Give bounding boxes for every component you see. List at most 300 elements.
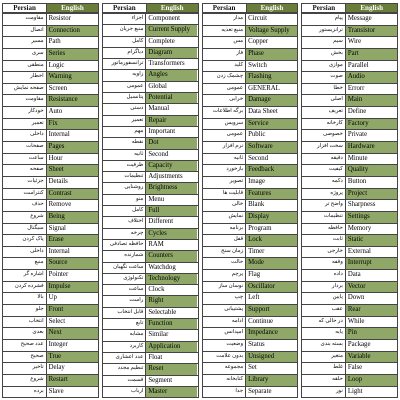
glossary-row xyxy=(302,199,397,211)
persian-term: صفحات xyxy=(3,142,47,153)
persian-term: مشابه xyxy=(103,330,147,340)
english-term: Similar xyxy=(146,330,197,340)
english-term: Complete xyxy=(146,37,197,47)
english-term: Data xyxy=(346,270,397,281)
glossary-row xyxy=(3,118,98,130)
persian-term: مجموعه xyxy=(203,363,247,374)
glossary-row xyxy=(3,304,98,316)
english-term: Hardware xyxy=(346,142,397,153)
glossary-row xyxy=(3,106,98,118)
english-term: Interrupt xyxy=(346,258,397,269)
persian-term: چشمک زدن xyxy=(203,72,247,83)
english-header: English xyxy=(147,4,198,12)
glossary-row xyxy=(203,362,298,374)
persian-term: نقطه xyxy=(103,138,147,148)
english-term: Sharpness xyxy=(346,200,397,211)
persian-term: غلط xyxy=(302,363,346,374)
persian-term: صفحه نمایش xyxy=(3,84,47,95)
persian-term: کیفیت xyxy=(302,165,346,176)
persian-term: حافظه xyxy=(302,224,346,235)
persian-term: پیام xyxy=(302,14,346,25)
english-term: Details xyxy=(47,177,98,188)
glossary-row xyxy=(103,273,198,284)
english-header: English xyxy=(247,4,298,12)
persian-term: انتخاب xyxy=(3,317,47,328)
english-term: Internal xyxy=(47,130,98,141)
english-term: Adjustments xyxy=(146,172,197,182)
english-term: RAM xyxy=(146,240,197,250)
english-term: Damage xyxy=(246,95,297,106)
persian-term: مهم xyxy=(103,127,147,137)
persian-term: اصلی xyxy=(302,95,346,106)
persian-term: عمومی xyxy=(103,82,147,92)
column-header xyxy=(102,3,199,13)
persian-term: سرویس xyxy=(203,119,247,130)
english-term: Application xyxy=(146,342,197,352)
glossary-row xyxy=(203,188,298,200)
glossary-row xyxy=(3,281,98,293)
glossary-row xyxy=(302,176,397,188)
glossary-row xyxy=(203,129,298,141)
persian-term: خالی xyxy=(203,200,247,211)
english-term: Package xyxy=(346,340,397,351)
glossary-row xyxy=(3,211,98,223)
persian-term: وقفه xyxy=(302,258,346,269)
glossary-row xyxy=(302,83,397,95)
english-term: Segment xyxy=(146,376,197,386)
glossary-row xyxy=(203,199,298,211)
persian-term: زاویه xyxy=(103,70,147,80)
glossary-row xyxy=(3,316,98,328)
persian-term: حذف xyxy=(3,200,47,211)
persian-header: Persian xyxy=(203,4,247,12)
glossary-row xyxy=(103,69,198,80)
persian-term: داخلی xyxy=(3,130,47,141)
glossary-rows xyxy=(102,13,199,398)
glossary-row xyxy=(302,246,397,258)
english-term: Source xyxy=(47,258,98,269)
english-term: Watchdog xyxy=(146,263,197,273)
persian-term: نرم افزار xyxy=(203,142,247,153)
glossary-row xyxy=(302,118,397,130)
english-term: Component xyxy=(146,14,197,24)
persian-term: برده xyxy=(3,387,47,398)
english-term: Variable xyxy=(346,352,397,363)
english-term: Screen xyxy=(47,84,98,95)
english-term: Set xyxy=(246,363,297,374)
english-term: Timer xyxy=(246,247,297,258)
glossary-row xyxy=(103,182,198,193)
english-term: Contrast xyxy=(47,189,98,200)
glossary-row xyxy=(103,103,198,114)
glossary-row xyxy=(103,47,198,58)
glossary-row xyxy=(3,164,98,176)
english-term: Reset xyxy=(146,364,197,374)
persian-term: تنظیمات xyxy=(302,212,346,223)
persian-term: شمارنده xyxy=(103,251,147,261)
persian-term: خارجی xyxy=(302,247,346,258)
persian-term: بازخورد xyxy=(203,165,247,176)
glossary-row xyxy=(3,374,98,386)
glossary-row xyxy=(103,318,198,329)
glossary-row xyxy=(103,284,198,295)
persian-term: داخلی xyxy=(3,247,47,258)
glossary-row xyxy=(203,246,298,258)
glossary-row xyxy=(3,188,98,200)
glossary-row xyxy=(103,386,198,397)
column-header xyxy=(202,3,299,13)
persian-term: نمایش xyxy=(203,212,247,223)
english-term: Vector xyxy=(346,282,397,293)
persian-term: ارباب xyxy=(103,387,147,397)
english-term: Brightness xyxy=(146,183,197,193)
english-term: Repair xyxy=(146,116,197,126)
persian-term: کامل xyxy=(103,206,147,216)
persian-term: سری xyxy=(3,49,47,60)
english-term: Full xyxy=(146,206,197,216)
glossary-row xyxy=(3,339,98,351)
persian-term: پایه xyxy=(302,328,346,339)
glossary-row xyxy=(203,292,298,304)
column-header xyxy=(2,3,99,13)
persian-term: جدا xyxy=(203,387,247,398)
english-term: Parallel xyxy=(346,61,397,72)
english-term: Copper xyxy=(246,37,297,48)
glossary-row xyxy=(3,141,98,153)
english-term: Angles xyxy=(146,70,197,80)
persian-term: سخت افزار xyxy=(302,142,346,153)
glossary-row xyxy=(203,374,298,386)
glossary-row xyxy=(3,269,98,281)
persian-term: خودکار xyxy=(3,107,47,118)
glossary-row xyxy=(3,199,98,211)
glossary-row xyxy=(302,25,397,37)
english-term: Path xyxy=(47,37,98,48)
glossary-row xyxy=(203,223,298,235)
persian-term: ثانیه xyxy=(103,150,147,160)
english-term: Pages xyxy=(47,142,98,153)
english-term: Lock xyxy=(246,235,297,246)
english-term: Separate xyxy=(246,387,297,398)
persian-term: وضعیت xyxy=(203,340,247,351)
persian-term: نوسان ساز xyxy=(203,282,247,293)
english-term: Private xyxy=(346,130,397,141)
english-term: Master xyxy=(146,387,197,397)
persian-term: منو xyxy=(103,195,147,205)
english-term: Transformers xyxy=(146,59,197,69)
glossary-row xyxy=(203,327,298,339)
persian-term: تکنولوژی xyxy=(103,274,147,284)
persian-term: چپ xyxy=(203,293,247,304)
column-header xyxy=(301,3,398,13)
english-term: Flag xyxy=(246,270,297,281)
english-term: Quality xyxy=(346,165,397,176)
persian-term: عدد اعشاری xyxy=(103,353,147,363)
english-term: Settings xyxy=(346,212,397,223)
english-term: Internal xyxy=(47,247,98,258)
persian-term: پشتیبانی xyxy=(203,305,247,316)
english-term: External xyxy=(346,247,397,258)
english-term: Sheet xyxy=(47,165,98,176)
glossary-row xyxy=(103,295,198,306)
glossary-row xyxy=(103,81,198,92)
english-term: Select xyxy=(47,317,98,328)
persian-term: اشاره گر xyxy=(3,270,47,281)
english-term: Message xyxy=(346,14,397,25)
glossary-row xyxy=(103,194,198,205)
english-term: Hour xyxy=(47,154,98,165)
english-term: True xyxy=(47,352,98,363)
english-term: Dot xyxy=(146,138,197,148)
persian-term: بدون علامت xyxy=(203,352,247,363)
persian-term: برنامه xyxy=(203,224,247,235)
glossary-row xyxy=(103,307,198,318)
english-term: Capacity xyxy=(146,161,197,171)
english-term: False xyxy=(346,363,397,374)
persian-term: عمومی xyxy=(203,130,247,141)
glossary-row xyxy=(203,269,298,281)
persian-term: چرخه xyxy=(103,229,147,239)
persian-term: زمان سنج xyxy=(203,247,247,258)
glossary-row xyxy=(302,281,397,293)
glossary-row xyxy=(302,153,397,165)
glossary-row xyxy=(302,386,397,398)
persian-term: تاخیر xyxy=(3,363,47,374)
persian-term: کامل xyxy=(103,37,147,47)
persian-term: اجزاء xyxy=(103,14,147,24)
glossary-row xyxy=(103,205,198,216)
glossary-row xyxy=(103,262,198,273)
glossary-row xyxy=(3,13,98,25)
glossary-row xyxy=(203,13,298,25)
persian-term: اخطار xyxy=(3,72,47,83)
persian-header: Persian xyxy=(302,4,346,12)
persian-term: عدد صحیح xyxy=(3,340,47,351)
persian-term: تعمیر xyxy=(103,116,147,126)
persian-term: داده xyxy=(302,270,346,281)
glossary-row xyxy=(103,375,198,386)
glossary-row xyxy=(203,94,298,106)
persian-term: پرچم xyxy=(203,270,247,281)
english-header: English xyxy=(346,4,397,12)
english-term: Flashing xyxy=(246,72,297,83)
persian-term: کنتراست xyxy=(3,189,47,200)
english-term: Project xyxy=(346,189,397,200)
glossary-row xyxy=(302,48,397,60)
glossary-row xyxy=(103,363,198,374)
persian-term: منبع جریان xyxy=(103,25,147,35)
glossary-row xyxy=(302,327,397,339)
persian-term: بردار xyxy=(302,282,346,293)
persian-term: بالا xyxy=(3,293,47,304)
glossary-row xyxy=(302,71,397,83)
glossary-row xyxy=(302,234,397,246)
persian-term: فشرده کردن xyxy=(3,282,47,293)
glossary-rows xyxy=(301,13,398,398)
glossary-row xyxy=(203,304,298,316)
glossary-row xyxy=(103,126,198,137)
persian-term: کتابخانه xyxy=(203,375,247,386)
english-term: Image xyxy=(246,177,297,188)
glossary-row xyxy=(203,48,298,60)
english-term: Resistor xyxy=(47,14,98,25)
english-term: Library xyxy=(246,375,297,386)
glossary-row xyxy=(302,211,397,223)
english-term: Blank xyxy=(246,200,297,211)
glossary-row xyxy=(302,351,397,363)
glossary-row xyxy=(203,106,298,118)
glossary-row xyxy=(302,164,397,176)
glossary-row xyxy=(203,386,298,398)
english-term: Next xyxy=(47,328,98,339)
glossary-row xyxy=(3,60,98,72)
glossary-row xyxy=(302,362,397,374)
persian-term: پتانسیل xyxy=(103,93,147,103)
persian-term: منبع xyxy=(3,258,47,269)
persian-term: دقیقه xyxy=(302,154,346,165)
glossary-row xyxy=(302,339,397,351)
english-term: Manual xyxy=(146,104,197,114)
english-term: Transistor xyxy=(346,26,397,37)
glossary-row xyxy=(3,223,98,235)
persian-term: ثابت xyxy=(302,235,346,246)
english-term: Impedance xyxy=(246,328,297,339)
glossary-row xyxy=(302,374,397,386)
persian-term: سیم xyxy=(302,37,346,48)
persian-term: جزئیات xyxy=(3,177,47,188)
persian-term: مدار xyxy=(203,14,247,25)
english-term: Delay xyxy=(47,363,98,374)
english-term: Phase xyxy=(246,49,297,60)
persian-term: خطا xyxy=(302,84,346,95)
english-term: Errorr xyxy=(346,84,397,95)
english-term: Minute xyxy=(346,154,397,165)
english-term: Software xyxy=(246,142,297,153)
persian-term: سیگنال xyxy=(3,224,47,235)
persian-term: شروع xyxy=(3,212,47,223)
glossary-row xyxy=(203,71,298,83)
english-term: Current Supply xyxy=(146,25,197,35)
glossary-row xyxy=(103,160,198,171)
persian-term: مس xyxy=(203,37,247,48)
english-term: Float xyxy=(146,353,197,363)
english-term: Pointer xyxy=(47,270,98,281)
persian-term: دیاگرام xyxy=(103,48,147,58)
english-term: Series xyxy=(47,49,98,60)
english-term: Being xyxy=(47,212,98,223)
english-term: Remove xyxy=(47,200,98,211)
persian-term: تعمیر xyxy=(3,119,47,130)
english-term: Connection xyxy=(47,26,98,37)
english-term: Diagram xyxy=(146,48,197,58)
english-term: Loop xyxy=(346,375,397,386)
persian-term: شروع xyxy=(3,375,47,386)
english-term: Light xyxy=(346,387,397,398)
glossary-row xyxy=(103,92,198,103)
glossary-row xyxy=(203,118,298,130)
english-term: Up xyxy=(47,293,98,304)
persian-term: برگه اطلاعات xyxy=(203,107,247,118)
glossary-row xyxy=(203,60,298,72)
glossary-row xyxy=(302,188,397,200)
persian-term: صفحه xyxy=(3,165,47,176)
glossary-column-group xyxy=(301,3,398,398)
persian-term: منبع تغذیه xyxy=(203,26,247,37)
english-term: Front xyxy=(47,305,98,316)
persian-term: بعدی xyxy=(3,328,47,339)
glossary-row xyxy=(103,137,198,148)
persian-term: پروژه xyxy=(302,189,346,200)
persian-term: تعریف xyxy=(302,107,346,118)
english-term: Different xyxy=(146,217,197,227)
glossary-row xyxy=(203,339,298,351)
english-term: Audio xyxy=(346,72,397,83)
glossary-rows xyxy=(2,13,99,398)
glossary-row xyxy=(3,257,98,269)
glossary-row xyxy=(203,257,298,269)
english-term: Restart xyxy=(47,375,98,386)
english-term: Oscillator xyxy=(246,282,297,293)
english-term: Unsigned xyxy=(246,352,297,363)
english-term: Erase xyxy=(47,235,98,246)
english-term: Factory xyxy=(346,119,397,130)
persian-term: تصویر xyxy=(203,177,247,188)
glossary-row xyxy=(302,292,397,304)
persian-term: منطقی xyxy=(3,61,47,72)
glossary-column-group xyxy=(202,3,299,398)
glossary-row xyxy=(302,304,397,316)
english-term: Display xyxy=(246,212,297,223)
glossary-rows xyxy=(202,13,299,398)
persian-term: صحیح xyxy=(3,352,47,363)
english-term: Warning xyxy=(47,72,98,83)
glossary-row xyxy=(3,351,98,363)
english-term: Second xyxy=(246,154,297,165)
persian-term: عقب xyxy=(302,305,346,316)
persian-header: Persian xyxy=(3,4,47,12)
persian-term: مسیر xyxy=(3,37,47,48)
english-term: Menu xyxy=(146,195,197,205)
english-term: Integer xyxy=(47,340,98,351)
glossary-row xyxy=(103,115,198,126)
glossary-row xyxy=(103,13,198,24)
glossary-row xyxy=(203,316,298,328)
glossary-row xyxy=(203,25,298,37)
english-term: Function xyxy=(146,319,197,329)
english-term: Program xyxy=(246,224,297,235)
english-term: Main xyxy=(346,95,397,106)
glossary-row xyxy=(203,234,298,246)
glossary-row xyxy=(302,60,397,72)
english-term: Clock xyxy=(146,285,197,295)
english-term: Features xyxy=(246,189,297,200)
glossary-row xyxy=(3,94,98,106)
persian-term: حافظه تصادفی xyxy=(103,240,147,250)
english-term: GENERAL xyxy=(246,84,297,95)
glossary-row xyxy=(203,211,298,223)
english-term: Memory xyxy=(346,224,397,235)
english-term: Right xyxy=(146,296,197,306)
english-term: Define xyxy=(346,107,397,118)
persian-term: بسته بندی xyxy=(302,340,346,351)
english-term: Status xyxy=(246,340,297,351)
english-term: Circuit xyxy=(246,14,297,25)
english-term: Counters xyxy=(146,251,197,261)
english-term: Support xyxy=(246,305,297,316)
english-term: Fix xyxy=(47,119,98,130)
persian-term: تابع xyxy=(103,319,147,329)
glossary-row xyxy=(3,48,98,60)
